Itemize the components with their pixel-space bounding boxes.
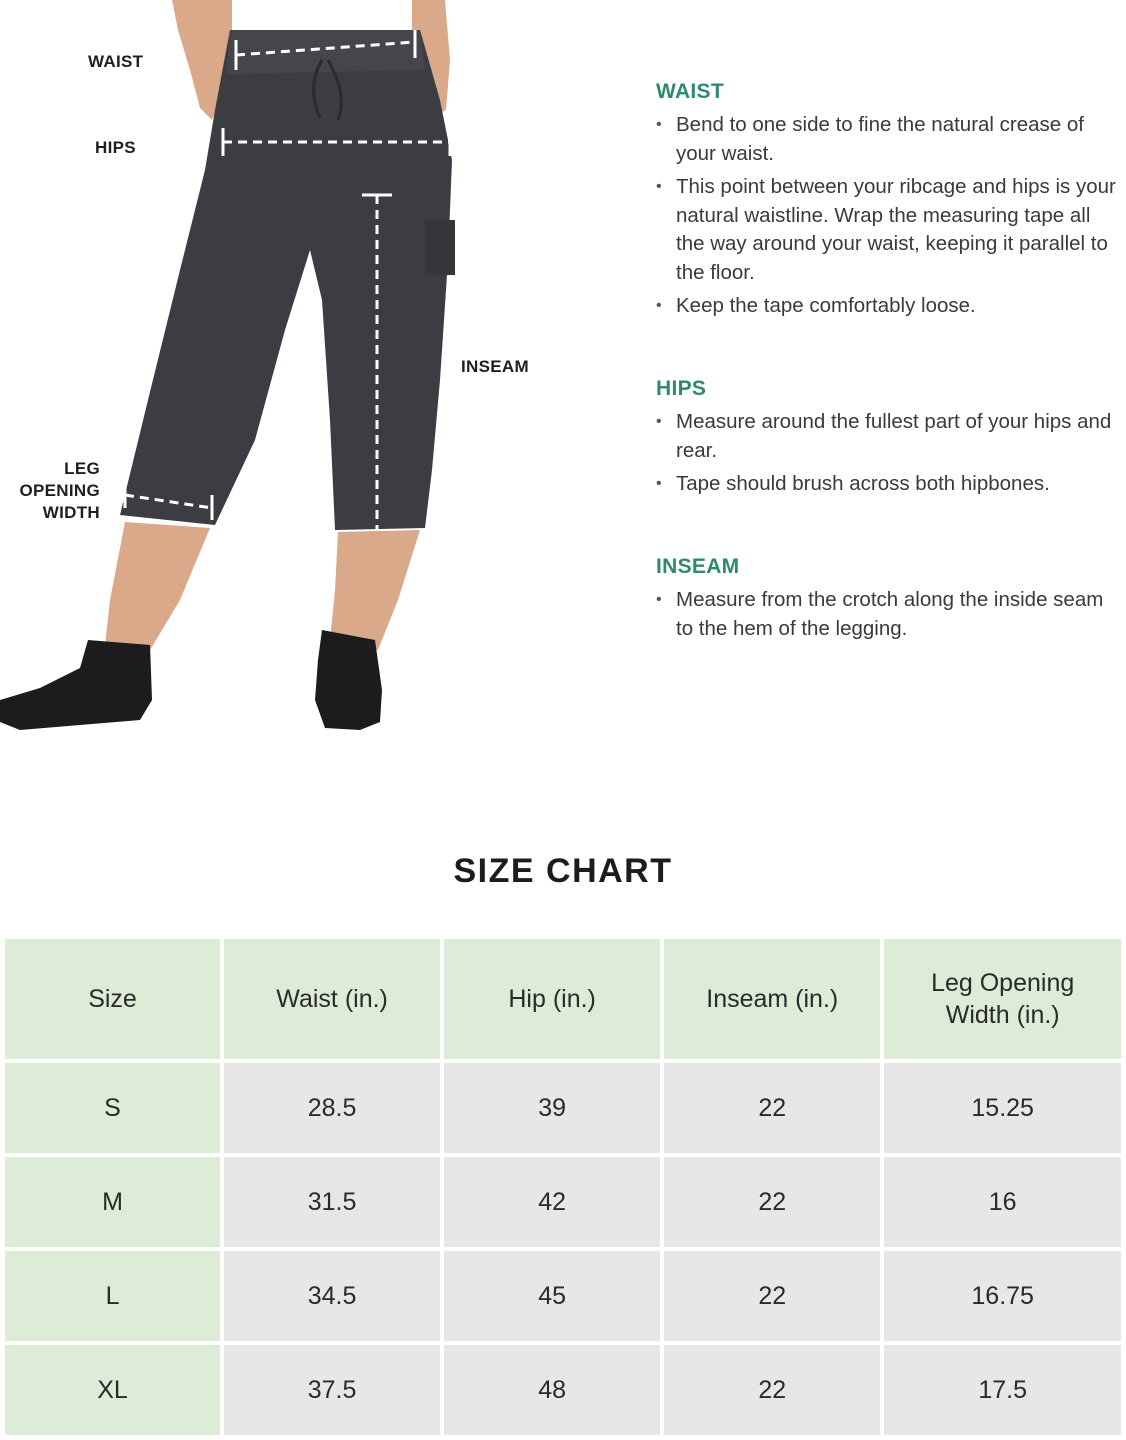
inseam-instructions [656, 555, 1116, 648]
waist-cell: 28.5 [224, 1063, 440, 1153]
pants-shape [120, 30, 452, 530]
inseam-heading: INSEAM [656, 555, 740, 578]
waist-instructions [656, 80, 1116, 326]
waist-cell: 34.5 [224, 1251, 440, 1341]
hips-label: HIPS [95, 138, 136, 157]
inseam-label: INSEAM [461, 357, 529, 376]
waist-cell: 31.5 [224, 1157, 440, 1247]
leg-opening-cell: 15.25 [884, 1063, 1121, 1153]
hips-heading: HIPS [656, 377, 707, 400]
leg-opening-cell: 17.5 [884, 1345, 1121, 1435]
header-waist: Waist (in.) [224, 939, 440, 1059]
table-row [5, 1345, 1121, 1435]
table-row [5, 1251, 1121, 1341]
table-row [5, 1157, 1121, 1247]
pants-illustration [0, 0, 560, 760]
inseam-cell: 22 [664, 1157, 880, 1247]
hips-instructions [656, 377, 1116, 504]
hip-cell: 45 [444, 1251, 660, 1341]
right-calf [330, 530, 420, 650]
list-item: • Bend to one side to fine the natural crease of your waist. [656, 111, 1116, 168]
hips-bullets [656, 408, 1116, 499]
inseam-cell: 22 [664, 1063, 880, 1153]
size-cell: S [5, 1063, 220, 1153]
table-header-row [5, 939, 1121, 1059]
waist-label: WAIST [88, 52, 144, 71]
size-chart-table [1, 935, 1125, 1439]
inseam-cell: 22 [664, 1345, 880, 1435]
list-item: • Measure from the crotch along the inside seam to the hem of the legging. [656, 586, 1116, 643]
right-shoe [315, 630, 382, 730]
cargo-pocket [425, 220, 455, 275]
hip-cell: 39 [444, 1063, 660, 1153]
leg-label-line: OPENING [19, 481, 100, 500]
table-row [5, 1063, 1121, 1153]
list-item: • Keep the tape comfortably loose. [656, 292, 1116, 321]
pants-measurement-figure [0, 0, 560, 760]
leg-label-line: WIDTH [42, 503, 100, 522]
header-inseam: Inseam (in.) [664, 939, 880, 1059]
size-cell: L [5, 1251, 220, 1341]
left-shoe [0, 640, 152, 730]
header-hip: Hip (in.) [444, 939, 660, 1059]
hip-cell: 48 [444, 1345, 660, 1435]
waist-bullets [656, 111, 1116, 321]
leg-opening-cell: 16.75 [884, 1251, 1121, 1341]
leg-label-line: LEG [64, 459, 100, 478]
inseam-cell: 22 [664, 1251, 880, 1341]
leg-opening-cell: 16 [884, 1157, 1121, 1247]
size-chart-title: SIZE CHART [453, 852, 673, 890]
inseam-bullets [656, 586, 1116, 643]
waistband [226, 30, 425, 74]
header-leg-opening-width: Leg Opening Width (in.) [884, 939, 1121, 1059]
hip-cell: 42 [444, 1157, 660, 1247]
header-size: Size [5, 939, 220, 1059]
size-cell: M [5, 1157, 220, 1247]
leg-opening-width-label [0, 458, 100, 524]
list-item: • Measure around the fullest part of your hips and rear. [656, 408, 1116, 465]
size-cell: XL [5, 1345, 220, 1435]
left-calf [105, 522, 210, 650]
list-item: • This point between your ribcage and hips is your natural waistline. Wrap the measuring tape all the way around your waist, keeping it parallel to the floor. [656, 173, 1116, 287]
waist-cell: 37.5 [224, 1345, 440, 1435]
waist-heading: WAIST [656, 80, 724, 103]
list-item: • Tape should brush across both hipbones. [656, 470, 1116, 499]
